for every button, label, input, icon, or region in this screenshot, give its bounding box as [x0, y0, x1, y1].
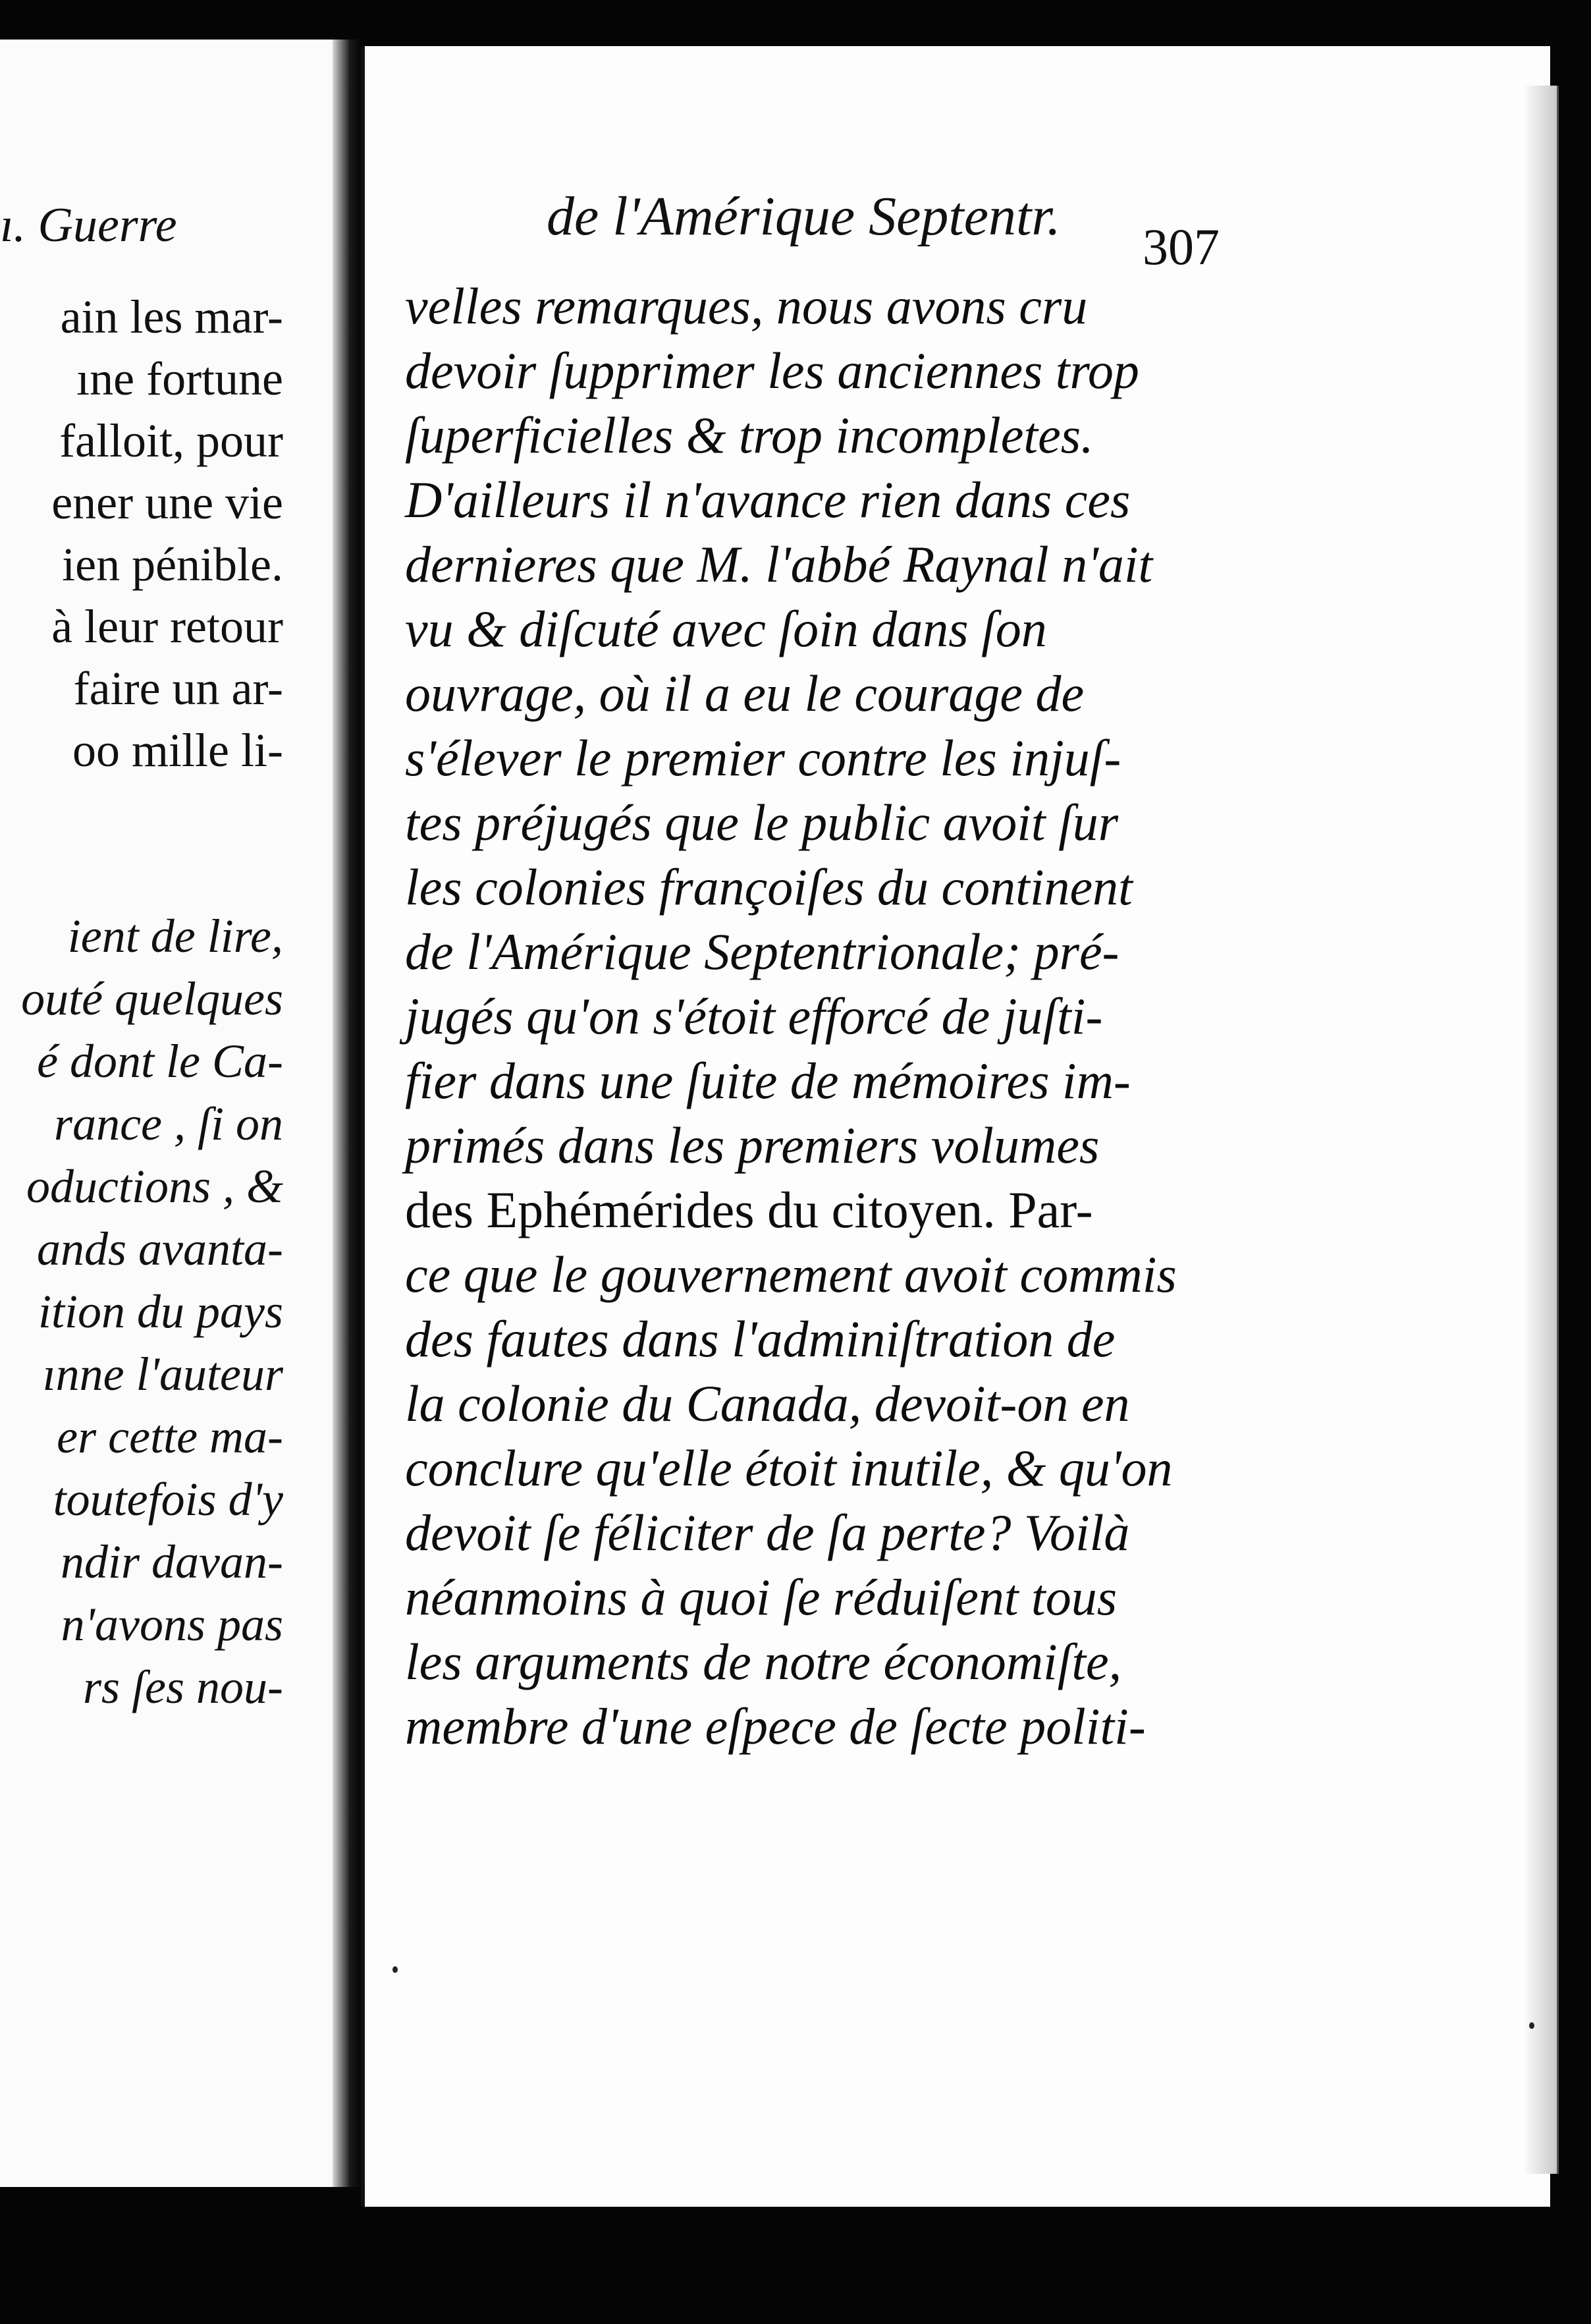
body-text-line: ouvrage, où il a eu le courage de [405, 665, 1085, 722]
page-edge [1525, 86, 1559, 2174]
left-text-line: é dont le Ca- [37, 1035, 283, 1088]
left-text-line: ition du pays [38, 1285, 283, 1338]
left-text-line: ınne l'auteur [42, 1348, 283, 1400]
body-text-line: ce que le gouvernement avoit commis [405, 1246, 1177, 1303]
left-text-line: falloit, pour [59, 414, 283, 467]
ink-speck [392, 1966, 398, 1973]
body-text-line: s'élever le premier contre les injuſ- [405, 729, 1121, 787]
body-text-line: devoir ſupprimer les anciennes trop [405, 342, 1139, 399]
left-text-line: ener une vie [51, 476, 283, 529]
left-text-line: ands avanta- [37, 1223, 283, 1275]
body-text-line: jugés qu'on s'étoit efforcé de juſti- [405, 987, 1103, 1045]
running-head: de l'Amérique Septentr. [547, 186, 1061, 247]
left-text-line: à leur retour [51, 600, 283, 653]
body-text-line: les arguments de notre économiſte, [405, 1633, 1122, 1690]
body-text-line: conclure qu'elle étoit inutile, & qu'on [405, 1439, 1173, 1497]
left-text-line: ain les mar- [60, 290, 283, 343]
body-text-line: tes préjugés que le public avoit ſur [405, 794, 1119, 851]
left-text-line: ıne fortune [76, 352, 283, 405]
body-text-line: les colonies françoiſes du continent [405, 858, 1133, 916]
left-text-line: er cette ma- [57, 1410, 283, 1463]
left-text-line: ien pénible. [62, 538, 283, 591]
left-text-line: oo mille li- [72, 724, 283, 777]
body-text-line: membre d'une eſpece de ſecte politi- [405, 1698, 1146, 1755]
body-text-line: de l'Amérique Septentrionale; pré- [405, 923, 1119, 980]
body-text-line: néanmoins à quoi ſe réduiſent tous [405, 1568, 1118, 1626]
body-text-line: fier dans une ſuite de mémoires im- [405, 1052, 1131, 1109]
body-text-line: devoit ſe féliciter de ſa perte? Voilà [405, 1504, 1130, 1561]
body-text-line: velles remarques, nous avons cru [405, 277, 1088, 335]
page-number: 307 [1143, 218, 1220, 275]
left-text-line: outé quelques [21, 972, 283, 1025]
left-text-line: ndir davan- [61, 1536, 283, 1588]
body-text-line: D'ailleurs il n'avance rien dans ces [405, 471, 1131, 528]
body-text-line: des fautes dans l'adminiſtration de [405, 1310, 1116, 1368]
body-text-line: ſuperficielles & trop incompletes. [405, 406, 1094, 464]
left-text-line: oductions , & [26, 1160, 283, 1213]
body-text-line: vu & diſcuté avec ſoin dans ſon [405, 600, 1047, 657]
left-running-head: ı. Guerre [0, 198, 177, 252]
left-text-line: ient de lire, [67, 910, 283, 962]
body-text-line: dernieres que M. l'abbé Raynal n'ait [405, 536, 1153, 593]
body-text-line: la colonie du Canada, devoit-on en [405, 1375, 1130, 1432]
body-text-line: des Ephémérides du citoyen. Par- [405, 1181, 1093, 1238]
left-text-line: faire un ar- [73, 662, 283, 715]
left-text-line: n'avons pas [61, 1598, 283, 1651]
body-text-line: primés dans les premiers volumes [405, 1117, 1100, 1174]
left-text-line: toutefois d'y [53, 1473, 283, 1526]
left-text-line: rance , ſi on [54, 1097, 283, 1150]
ink-speck [1529, 2022, 1534, 2029]
book-gutter [333, 40, 364, 2187]
left-text-line: rs ſes nou- [83, 1661, 283, 1713]
